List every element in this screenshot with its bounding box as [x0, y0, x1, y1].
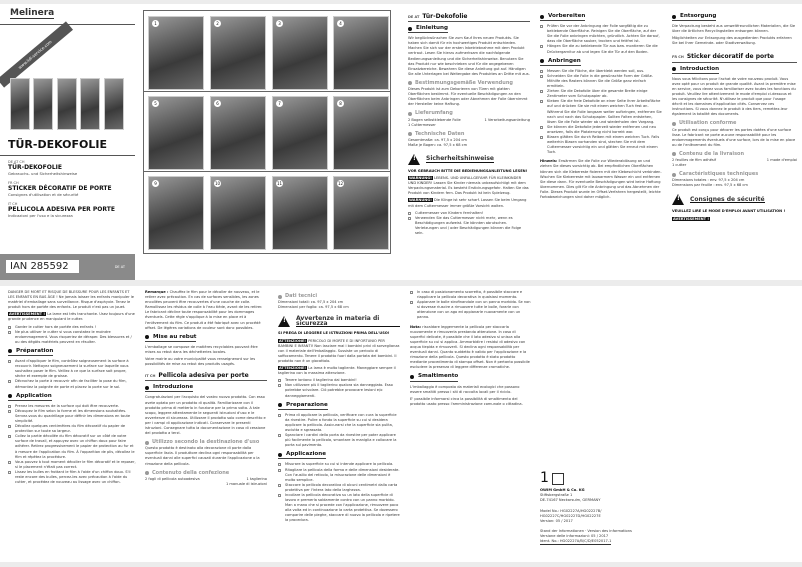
heading-text: Caractéristiques techniques: [679, 171, 759, 178]
heading-text: Entsorgung: [680, 13, 717, 19]
list-text: Blasen glätten Sie durch Reiben mit einem weichen Tuch. Falls weiterhin Blasen vorhanden sind, stechen Sie mit dem Cuttermesser vorsichtig ein und glätten Sie erneut mit einem Tuch.: [547, 134, 660, 155]
brand-logo: Melinera: [10, 8, 55, 18]
heading-prep: [8, 349, 53, 356]
list-text: Ritagliare la pellicola della forma e delle dimensioni desiderate. Con l'ausilio del reticolo, la misurazione delle dimensioni è molto semplice.: [285, 467, 400, 482]
list-item: [8, 434, 136, 459]
tech-item: Dimensioni totali: ca. 97,5 x 204 cm: [278, 300, 344, 305]
paragraph: Ce produit est conçu pour décorer les portes dotées d'une surface lisse. Le fabricant ne porte aucune responsabilité pour les endommagements éventuels d'une surface, lors de la mise en place ou de l'enlèvement du film.: [672, 127, 796, 147]
bullet-icon: [408, 132, 412, 136]
list-text: Vous pouvez à tout moment décoller le film décoratif et le reposer, si le placement n'était pas correct.: [15, 459, 136, 469]
model-number: Model No.: HG02227A/HG02227B/: [540, 509, 602, 514]
heading-text: Einleitung: [416, 25, 448, 32]
cover-photo: [10, 78, 30, 130]
list-item: [540, 135, 662, 155]
divider: [144, 91, 390, 92]
safety-lead: VEUILLEZ LIRE LE MODE D'EMPLOI AVANT UTILISATION !: [672, 209, 786, 214]
paragraph: riscaldare leggermente la pellicola per staccarla nuovamente e rimuoverla prestando attenzione. In caso di superfici delicate, è possibile che il lato adesivo si unisca alla superficie su cui si applica. Ammorbidire i residui di adesivo con acqua tiepida e rimuoverli. Si declina ogni responsabilità per eventuali danni. Quanto suddetto è valido per l'applicazione e la rimozione della pellicola. Questo prodotto è stato prodotto mediante procedimento di stampa offset. Non è pertanto possibile escludere la presenza di leggere differenze cromatiche.: [410, 324, 530, 370]
note-label: Nota:: [410, 324, 422, 329]
step-number: 9: [152, 180, 159, 187]
bullet-icon: [672, 15, 676, 19]
checkbox-bullet-icon: [278, 494, 281, 497]
heading-text: Application: [16, 392, 52, 399]
checkbox-bullet-icon: [540, 45, 543, 48]
heading-text: Utilisation conforme: [679, 120, 737, 127]
paragraph: Die Verpackung besteht aus umweltfreundlichen Materialien, die Sie über die örtlichen Recyclingstellen entsorgen können.: [672, 24, 796, 34]
heading-scope: [145, 471, 267, 476]
ian-bar: [0, 254, 135, 280]
list-item: [540, 99, 662, 124]
checkbox-bullet-icon: [8, 410, 11, 413]
bullet-icon: [540, 59, 544, 63]
step-number: 11: [276, 181, 283, 186]
checkbox-bullet-icon: [8, 461, 11, 464]
bullet-icon: [672, 67, 676, 71]
cover-photo: [104, 78, 124, 130]
paragraph: Votre mairie ou votre municipalité vous renseigneront sur les possibilités de mise au rebut des produits usagés.: [145, 357, 256, 367]
heading-text: Dati tecnici: [285, 293, 318, 299]
heading-text: Avvertenze in materia di sicurezza: [296, 316, 400, 327]
heading-use: [408, 81, 530, 86]
checkbox-bullet-icon: [8, 360, 11, 363]
checkbox-bullet-icon: [8, 331, 11, 334]
flags: DE AT: [408, 15, 420, 19]
step-number: 4: [337, 20, 344, 27]
checkbox-bullet-icon: [278, 434, 281, 437]
list-text: Sganciare i cardini della porta da rivestire per poter applicare più facilmente la pellicola, smontare la maniglia e collocare la porta sul pavimento.: [285, 433, 397, 448]
section-title: Tür-Dekofolie: [422, 13, 468, 20]
bullet-icon: [540, 15, 544, 19]
list-text: Prima di applicare la pellicola, verificare con cura la superficie da rivestire. Pulire a fondo la superficie su cui si desidera applicare la pellicola. Assicurarsi che la superficie sia pulita, asciutta e sgrassata.: [285, 412, 397, 432]
list-item: [278, 383, 400, 398]
checkbox-bullet-icon: [540, 70, 543, 73]
warning-triangle-icon: [672, 194, 684, 205]
step-number: 3: [276, 20, 283, 27]
heading-text: Applicazione: [286, 451, 327, 458]
fr-it-column: [145, 290, 267, 487]
imprint: [540, 471, 660, 545]
divider: [144, 171, 390, 172]
heading-text: Sicherheitshinweise: [426, 155, 494, 163]
list-text: Ziehen Sie die Dekofolie über die gesamte Breite einige Zentimeter vom Schutzpapier ab.: [547, 89, 648, 99]
heading-text: Introduction: [680, 65, 720, 72]
version: Version: 05 / 2017: [540, 519, 573, 524]
checkbox-bullet-icon: [540, 25, 543, 28]
warning-triangle-icon: [408, 154, 420, 165]
heading-apply: [278, 452, 326, 459]
paragraph: Möglichkeiten zur Entsorgung des ausgedienten Produkts erfahren Sie bei Ihrer Gemeinde- oder Stadtverwaltung.: [672, 36, 792, 46]
lang-subtitle: Indicazioni per l'uso e la sicurezza: [8, 213, 73, 218]
list-text: Collez la partie décollée du film décoratif sur un côté de votre surface de travail, et appuyez avec un chiffon doux pour faire adhérer. Retirez progressivement le papier de protection au fur et à mesure de l'application du film. À l'apparition de plis, décollez le film et répétez la procédure.: [15, 434, 135, 459]
checkbox-bullet-icon: [8, 405, 11, 408]
divider: [0, 155, 135, 156]
list-text: In caso di posizionamento scorretto, è possibile staccare e riapplicare la pellicola decorativa in qualsiasi momento.: [417, 290, 523, 300]
paragraph: PERICOLO DI MORTE E DI INFORTUNIO PER BAMBINI E INFANTI! Non lasciare mai i bambini privi di sorveglianza con il materiale dell'imballaggio. Sussiste un pericolo di soffocamento. Tenere il prodotto fuori dalla portata dei bambini. Il prodotto non è un giocattolo.: [278, 338, 400, 363]
list-text: Découpez le film selon la forme et les dimensions souhaitées. Servez-vous du quadrillage pour définir les dimensions en toute simplicité.: [15, 408, 131, 423]
heading-tech: [408, 132, 530, 137]
heading-tech: [278, 294, 400, 299]
paragraph: La lama è molto tagliente. Maneggiare sempre il taglierino con la massima attenzione.: [278, 366, 396, 376]
checkbox-bullet-icon: [540, 100, 543, 103]
checkbox-bullet-icon: [8, 425, 11, 428]
checkbox-bullet-icon: [540, 90, 543, 93]
list-item: [278, 483, 400, 493]
bullet-icon: [408, 81, 412, 85]
list-item: [8, 359, 136, 379]
list-text: Décollez quelques centimètres du film décoratif du papier de protection sur toute sa largeur.: [15, 424, 126, 434]
scope-item: 1 mode d'emploi: [766, 157, 797, 162]
step-number: 7: [276, 100, 283, 107]
bullet-icon: [408, 27, 412, 31]
list-text: Prenez les mesures de la surface qui doit être recouverte.: [15, 403, 120, 408]
bullet-icon: [145, 441, 149, 445]
heading-text: Contenu de la livraison: [679, 150, 745, 157]
heading-text: Bestimmungsgemäße Verwendung: [415, 79, 513, 86]
lang-subtitle: Gebrauchs- und Sicherheitshinweise: [8, 171, 78, 176]
step-photo: [210, 176, 266, 250]
list-item: [410, 300, 532, 320]
bullet-icon: [672, 152, 676, 156]
bullet-icon: [145, 471, 149, 475]
warning-label: AVERTISSEMENT !: [9, 312, 46, 317]
heading-intro: [672, 67, 719, 74]
heading-text: Anbringen: [548, 57, 581, 64]
list-text: Messen Sie die Fläche, die überklebt werden soll, aus.: [547, 68, 645, 73]
list-text: Kleben Sie die freie Dekofolie an einer Seite Ihrer Arbeitsfläche auf und drücken Sie sie mit einem weichen Tuch fest an. Während Sie die Folie langsam weiter aufbringen, entfernen Sie nach und nach das Schutzpapier. Sollten Falten entstehen, lösen Sie die Folie wieder ab und wiederholen den Vorgang.: [547, 99, 662, 124]
checkbox-square-icon: [552, 473, 564, 485]
section-title: Sticker décoratif de porte: [686, 53, 775, 61]
paragraph: LEBENS- UND UNFALLGEFAHR FÜR KLEINKINDER UND KINDER! Lassen Sie Kinder niemals unbeaufsichtigt mit dem Verpackungsmaterial. Es besteht Erstickungsgefahr. Halten Sie das Produkt von Kindern fern. Das Produkt ist kein Spielzeug.: [408, 176, 529, 196]
list-item: [8, 424, 136, 434]
paragraph: Wir beglückwünschen Sie zum Kauf Ihres neuen Produkts. Sie haben sich damit für ein hochwertiges Produkt entschieden. Machen Sie sich vor der ersten Inbetriebnahme mit dem Produkt vertraut. Lesen Sie hierzu aufmerksam die nachfolgende Bedienungsanleitung und die Sicherheitshinweise. Benutzen Sie das Produkt nur wie beschrieben und für die angegebenen Einsatzbereiche. Bewahren Sie diese Anleitung gut auf. Händigen Sie alle Unterlagen bei Weitergabe des Produktes an Dritte mit aus.: [408, 36, 530, 76]
page-number: 1: [540, 470, 549, 486]
tech-item: Dimensions par feuille : env. 97,5 x 68 cm: [672, 183, 748, 188]
scope-item: 2 feuilles de film adhésif: [672, 157, 717, 162]
paragraph: Congratulazioni per l'acquisto del vostro nuovo prodotto. Con esso avete optato per un prodotto di qualità. Familiarizzare con il prodotto prima di metterlo in funzione per la prima volta. A tale scopo, leggere attentamente le seguenti istruzioni d'uso e le avvertenze di sicurezza. Utilizzare il prodotto solo come descritto e per i campi di applicazione indicati. Conservare le presenti istruzioni. Consegnare tutta la documentazione in caso di cessione del prodotto a terzi.: [145, 395, 266, 436]
heading-prep: [540, 14, 585, 21]
heading-disposal: [672, 14, 716, 21]
warning-triangle-icon: [278, 316, 290, 327]
checkbox-bullet-icon: [278, 414, 281, 417]
heading-tech: [672, 172, 797, 177]
heading-text: Consignes de sécurité: [690, 195, 765, 203]
bullet-icon: [278, 295, 282, 299]
list-text: Non utilizzare più il taglierino qualora sia danneggiato. Esso potrebbe scivolare. Ciò potrebbe provocare lesioni e/o danneggiamenti.: [285, 383, 393, 398]
tech-item: Maße je Bogen: ca. 97,5 x 68 cm: [408, 142, 468, 147]
ian-number: IAN 285592: [6, 260, 79, 273]
list-text: Verwenden Sie das Cuttermesser nicht mehr, wenn es Beschädigungen aufweist. Sie könnten abrutschen. Verletzungen und / oder Beschädigungen können die Folge sein.: [415, 215, 522, 235]
it-column-1: [278, 290, 400, 524]
bullet-icon: [8, 349, 12, 353]
info-line: Versione delle informazioni: 05 / 2017: [540, 533, 609, 538]
checkbox-bullet-icon: [278, 379, 281, 382]
paragraph: L'imballaggio è composto da materiali ecologici che possono essere smaltiti presso i siti di raccolta locali per il riciclo.: [410, 384, 520, 394]
cover-photo: [57, 78, 77, 130]
cover-photo: [33, 78, 53, 130]
section-header-fr: [672, 54, 797, 62]
list-text: Cuttermesser von Kindern fernhalten!: [415, 210, 484, 215]
heading-text: Utilizzo secondo la destinazione d'uso: [152, 439, 260, 446]
bullet-icon: [145, 386, 149, 390]
company-name: OWIM GmbH & Co. KG: [540, 488, 585, 492]
flags: DE AT: [114, 265, 125, 269]
checkbox-bullet-icon: [408, 217, 411, 220]
list-text: Misurare la superficie su cui si intende applicare la pellicola.: [285, 462, 394, 467]
list-text: Prüfen Sie vor der Anbringung der Folie sorgfältig die zu beklebende Oberfläche. Reinigen Sie die Oberfläche, auf der Sie die Folie anbringen möchten, gründlich. Achten Sie darauf, dass die Oberfläche sauber, trocken und fettfrei ist.: [547, 24, 660, 44]
checkbox-bullet-icon: [278, 463, 281, 466]
warning-label: WARNUNG!: [409, 176, 432, 181]
heading-text: Vorbereiten: [548, 13, 586, 19]
scope-item: 1 manuale di istruzioni: [225, 481, 267, 486]
list-item: [8, 460, 136, 470]
heading-disposal: [145, 335, 196, 342]
flags: DE AT CH: [8, 160, 25, 164]
paragraph: Erwärmen Sie die Folie zur Wiederablösung an und ziehen Sie dieses vorsichtig ab. Bei empfindlichen Oberflächen können sich die Klebereste fixieren mit der Klebeschicht verbinden. Wischen Sie Kleberreste mit lauwarmem Wasser ein und entfernen Sie diese dann. Für eventuelle Beschädigungen wird keine Haftung übernommen. Dies gilt für die Anbringung und das Abnehmen der Folie. Dieses Produkt wurde im Offset-Verfahren hergestellt, leichte Farbabweichungen sind daher möglich.: [540, 159, 662, 199]
scope-item: 1 Cuttermesser: [408, 122, 436, 127]
bullet-icon: [278, 453, 282, 457]
lang-block: [8, 160, 133, 218]
step-grid: [143, 10, 391, 254]
checkbox-bullet-icon: [540, 136, 543, 139]
page-spread-bottom: [0, 286, 802, 562]
ident-number: Ident. No.: HG02227A/B/C/D/E052017-1: [540, 539, 611, 545]
paragraph: Dieses Produkt ist zum Dekorieren von Türen mit glatten Oberflächen bestimmt. Für eventuelle Beschädigungen an den Oberflächen beim Anbringen oder Abnehmen der Folie übernimmt der Hersteller keine Haftung.: [408, 87, 528, 107]
step-photo: [210, 16, 266, 90]
checkbox-bullet-icon: [278, 469, 281, 472]
bullet-icon: [672, 122, 676, 126]
bullet-icon: [408, 112, 412, 116]
checkbox-bullet-icon: [8, 326, 11, 329]
step-number: 5: [152, 100, 159, 107]
step-photo: [148, 176, 204, 250]
safety-lead: VOR GEBRAUCH BITTE DIE BEDIENUNGSANLEITUNG LESEN!: [408, 168, 528, 173]
lang-subtitle: Consignes d'utilisation et de sécurité: [8, 192, 79, 197]
list-item: [540, 125, 662, 135]
list-item: [540, 24, 662, 44]
section-title: Pellicola adesiva per porte: [158, 372, 249, 380]
safety-heading: [408, 154, 530, 165]
list-item: [408, 216, 530, 236]
warning-label: ATTENZIONE!: [279, 366, 307, 371]
lang-title: TÜR-DEKOFOLIE: [8, 164, 62, 171]
bullet-icon: [278, 403, 282, 407]
step-photo: [333, 176, 389, 250]
bullet-icon: [145, 335, 149, 339]
heading-text: Mise au rebut: [153, 333, 197, 340]
safety-lead: SI PREGA DI LEGGERE LE ISTRUZIONI PRIMA DELL'USO!: [278, 331, 390, 336]
checkbox-bullet-icon: [8, 471, 11, 474]
heading-use: [672, 121, 797, 126]
paragraph: Die Klinge ist sehr scharf. Lassen Sie beim Umgang mit dem Cuttermesser immer größte Vorsicht walten.: [408, 198, 527, 208]
heading-disposal: [410, 374, 458, 381]
heading-text: Lieferumfang: [415, 110, 453, 117]
list-item: [540, 44, 662, 54]
step-number: 1: [152, 20, 159, 27]
paragraph: Questo prodotto è destinato alla decorazione di porte dalla superficie liscia. Il produttore declina ogni responsabilità per eventuali danni alle superfici causati durante l'applicazione o la rimozione della pellicola.: [145, 446, 260, 466]
scope-item: 1 cutter: [672, 163, 687, 168]
list-text: Incollare la pellicola decorativa su un lato della superficie di lavoro e premerla saldamente contro con un panno morbido. Man a mano che si procede con l'applicazione, rimuovere poco alla volta ed in continuazione la carta protettiva. Se dovessero comparire delle pieghe, staccare di nuovo la pellicola e ripetere la procedura.: [285, 493, 400, 523]
list-text: Hängen Sie die zu beklebende Tür aus bzw. montieren Sie die Drückergarnitur ab und legen Sie die Tür auf den Boden.: [547, 44, 658, 54]
list-text: Décrochez la porte à recouvrir afin de faciliter la pose du film, démontez la poignée de porte et placez la porte sur le sol.: [15, 379, 127, 389]
cover-photo: [80, 78, 100, 130]
list-item: [278, 468, 400, 483]
flags: IT CH: [8, 202, 18, 206]
step-photo: [333, 96, 389, 170]
step-number: 8: [337, 100, 344, 107]
flags: FR CH: [8, 181, 19, 185]
list-text: Appianare le bolle strofinandole con un panno morbido. Se non si dovesse riuscire a rimuovere tutte le bolle, forarle con attenzione con un ago ed appianarle nuovamente con un panno.: [417, 300, 531, 320]
checkbox-bullet-icon: [540, 75, 543, 78]
step-photo: [148, 96, 204, 170]
bullet-icon: [410, 375, 414, 379]
heading-scope: [408, 111, 530, 116]
list-item: [278, 493, 400, 524]
list-item: [540, 89, 662, 99]
list-text: Sie können die Dekofolie jederzeit wieder entfernen und neu ansetzen, falls die Platzierung nicht korrekt war.: [547, 124, 657, 134]
bullet-icon: [8, 394, 12, 398]
checkbox-bullet-icon: [408, 212, 411, 215]
heading-scope: [672, 152, 797, 157]
list-item: [540, 74, 662, 89]
step-photo: [272, 96, 328, 170]
heading-text: Préparation: [16, 347, 54, 354]
list-text: Tenere lontano il taglierino dai bambini!: [285, 378, 357, 383]
checkbox-bullet-icon: [410, 301, 413, 304]
de-column-1: [408, 10, 530, 236]
warning-label: ATTENZIONE!: [279, 338, 307, 343]
list-text: Ne plus utiliser le cutter si vous constatez le moindre endommagement. Vous risqueriez de déraper. Des blessures et / ou des dégâts matériels peuvent en résulter.: [15, 329, 132, 344]
checkbox-bullet-icon: [8, 380, 11, 383]
lang-title: PELLICOLA ADESIVA PER PORTE: [8, 206, 115, 213]
info-line: Stand der Informationen · Version des informations: [540, 528, 632, 533]
warning-label: AVERTISSEMENT !: [673, 216, 710, 221]
list-text: Garder le cutter hors de portée des enfants !: [15, 324, 96, 329]
step-number: 10: [214, 181, 221, 186]
heading-text: Introduzione: [153, 384, 194, 391]
checkbox-bullet-icon: [410, 291, 413, 294]
warning-label: WARNUNG!: [409, 198, 432, 203]
checkbox-bullet-icon: [278, 484, 281, 487]
section-header-it: [145, 373, 267, 381]
scope-item: 2 fogli di pellicola autoadesiva: [145, 476, 200, 481]
heading-text: Contenuto della confezione: [152, 469, 230, 476]
tech-item: Dimensioni per foglio: ca. 97,5 x 68 cm: [278, 305, 349, 310]
paragraph: DANGER DE MORT ET RISQUE DE BLESSURE POUR LES ENFANTS ET LES ENFANTS EN BAS ÂGE ! Ne jamais laisser les enfants manipuler le matériel d'emballage sans surveillance. Risque d'asphyxie. Tenez le produit hors de portée des enfants. Le produit n'est pas un jouet.: [8, 290, 134, 310]
list-text: Staccare la pellicola decorativa di alcuni centimetri dalla carta protettiva per l'intera lato della larghezza.: [285, 482, 398, 492]
page-spread-top: [0, 4, 802, 280]
paragraph: La lame est très tranchante. Usez toujours d'une grande prudence en manipulant le cutter.: [8, 312, 135, 322]
address-line: Stiftsbergstraße 1: [540, 493, 573, 498]
model-number: HG02227C/HG02227D/HG02227E: [540, 514, 601, 519]
de-column-2: [540, 10, 662, 202]
it-column-2: [410, 290, 532, 409]
safety-heading: [278, 316, 400, 327]
bullet-icon: [672, 173, 676, 177]
scope-item: 2 Bogen selbstklebende Folie: [408, 117, 461, 122]
heading-apply: [540, 59, 581, 66]
service-url: www.lidl-service.com: [17, 39, 53, 70]
step-photo: [272, 16, 328, 90]
list-text: Schneiden Sie die Folie in die gewünschte Form der Größe. Mithilfe des Rasters können Sie die Größe ganz einfach ermitteln.: [547, 73, 653, 89]
heading-text: Preparazione: [286, 401, 328, 408]
step-number: 6: [214, 100, 221, 107]
flags: IT CH: [145, 374, 156, 379]
heading-use: [145, 440, 267, 445]
tech-item: Gesamtmaße: ca. 97,5 x 204 cm: [408, 137, 467, 142]
note-label: Hinweis:: [540, 159, 558, 164]
heading-intro: [145, 385, 193, 392]
checkbox-bullet-icon: [8, 435, 11, 438]
list-text: Lissez les bulles en frottant le film à l'aide d'un chiffon doux. S'il reste encore des bulles, percez-les avec précaution à l'aide du cutter, et procédez de nouveau au lissage avec un chiffon.: [15, 469, 131, 485]
step-photo: [210, 96, 266, 170]
checkbox-bullet-icon: [540, 126, 543, 129]
heading-apply: [8, 394, 52, 401]
lang-title: STICKER DÉCORATIF DE PORTE: [8, 185, 112, 192]
step-photo: [272, 176, 328, 250]
paragraph: L'emballage se compose de matières recyclables pouvant être mises au rebut dans les déchetteries locales.: [145, 344, 258, 354]
list-item: [8, 470, 136, 485]
section-header-de: [408, 14, 530, 22]
step-number: 2: [214, 20, 221, 27]
checkbox-bullet-icon: [278, 384, 281, 387]
cover-panel: [0, 4, 135, 280]
step-photo: [333, 16, 389, 90]
heading-text: Smaltimento: [418, 373, 459, 380]
paragraph: Chauffez le film pour le décoller de nouveau, et le retirer avec précaution. En cas de surfaces sensibles, les zones encollées peuvent être recouvertes d'une couche de colle. Ramollissez les résidus de colle à l'eau tiède, avant de les retirer. Le fabricant décline toute responsabilité pour les dommages éventuels. Cette règle s'applique à la mise en place et à l'enlèvement du film. Ce produit a été fabriqué avec un procédé offset. De légères variations de couleur sont donc possibles.: [145, 290, 263, 330]
note-label: Remarque :: [145, 290, 169, 294]
list-text: Avant d'appliquer le film, contrôlez soigneusement la surface à recouvrir. Nettoyez soigneusement la surface sur laquelle vous souhaitez poser le film. Veillez à ce que la surface soit propre, sèche et exempte de graisse.: [15, 359, 129, 379]
heading-prep: [278, 403, 328, 410]
paragraph: E' possibile informarsi circa la possibilità di smaltimento del prodotto usato presso l'amministrazione comunale o cittadina.: [410, 396, 523, 406]
list-item: [278, 433, 400, 448]
step-number: 12: [337, 181, 344, 186]
flags: FR CH: [672, 55, 684, 60]
scope-item: 1 taglierino: [246, 476, 267, 481]
list-item: [8, 330, 136, 345]
main-title: TÜR-DEKOFOLIE: [8, 138, 107, 151]
step-photo: [148, 16, 204, 90]
scope-item: 1 Verarbeitungsanleitung: [484, 117, 530, 122]
list-item: [410, 290, 532, 300]
list-item: [8, 379, 136, 389]
list-item: [8, 409, 136, 424]
heading-intro: [408, 26, 448, 33]
fr-column-1: [8, 290, 136, 485]
list-item: [278, 413, 400, 433]
tech-item: Dimensions totales : env. 97,5 x 204 cm: [672, 178, 745, 183]
paragraph: Nous vous félicitons pour l'achat de votre nouveau produit. Vous avez opté pour un produit de grande qualité. Avant la première mise en service, vous devez vous familiariser avec toutes les fonctions du produit. Veuillez lire attentivement le mode d'emploi ci-dessous et les consignes de sécurité. N'utilisez le produit que pour l'usage décrit et les domaines d'application cités. Conservez ces instructions. Si vous donnez le produit à des tiers, remettez-leur également la totalité des documents.: [672, 76, 796, 117]
address-line: DE-74167 Neckarsulm, GERMANY: [540, 498, 601, 503]
de-fr-column: [672, 10, 797, 224]
safety-heading: [672, 194, 797, 205]
heading-text: Technische Daten: [415, 130, 465, 137]
